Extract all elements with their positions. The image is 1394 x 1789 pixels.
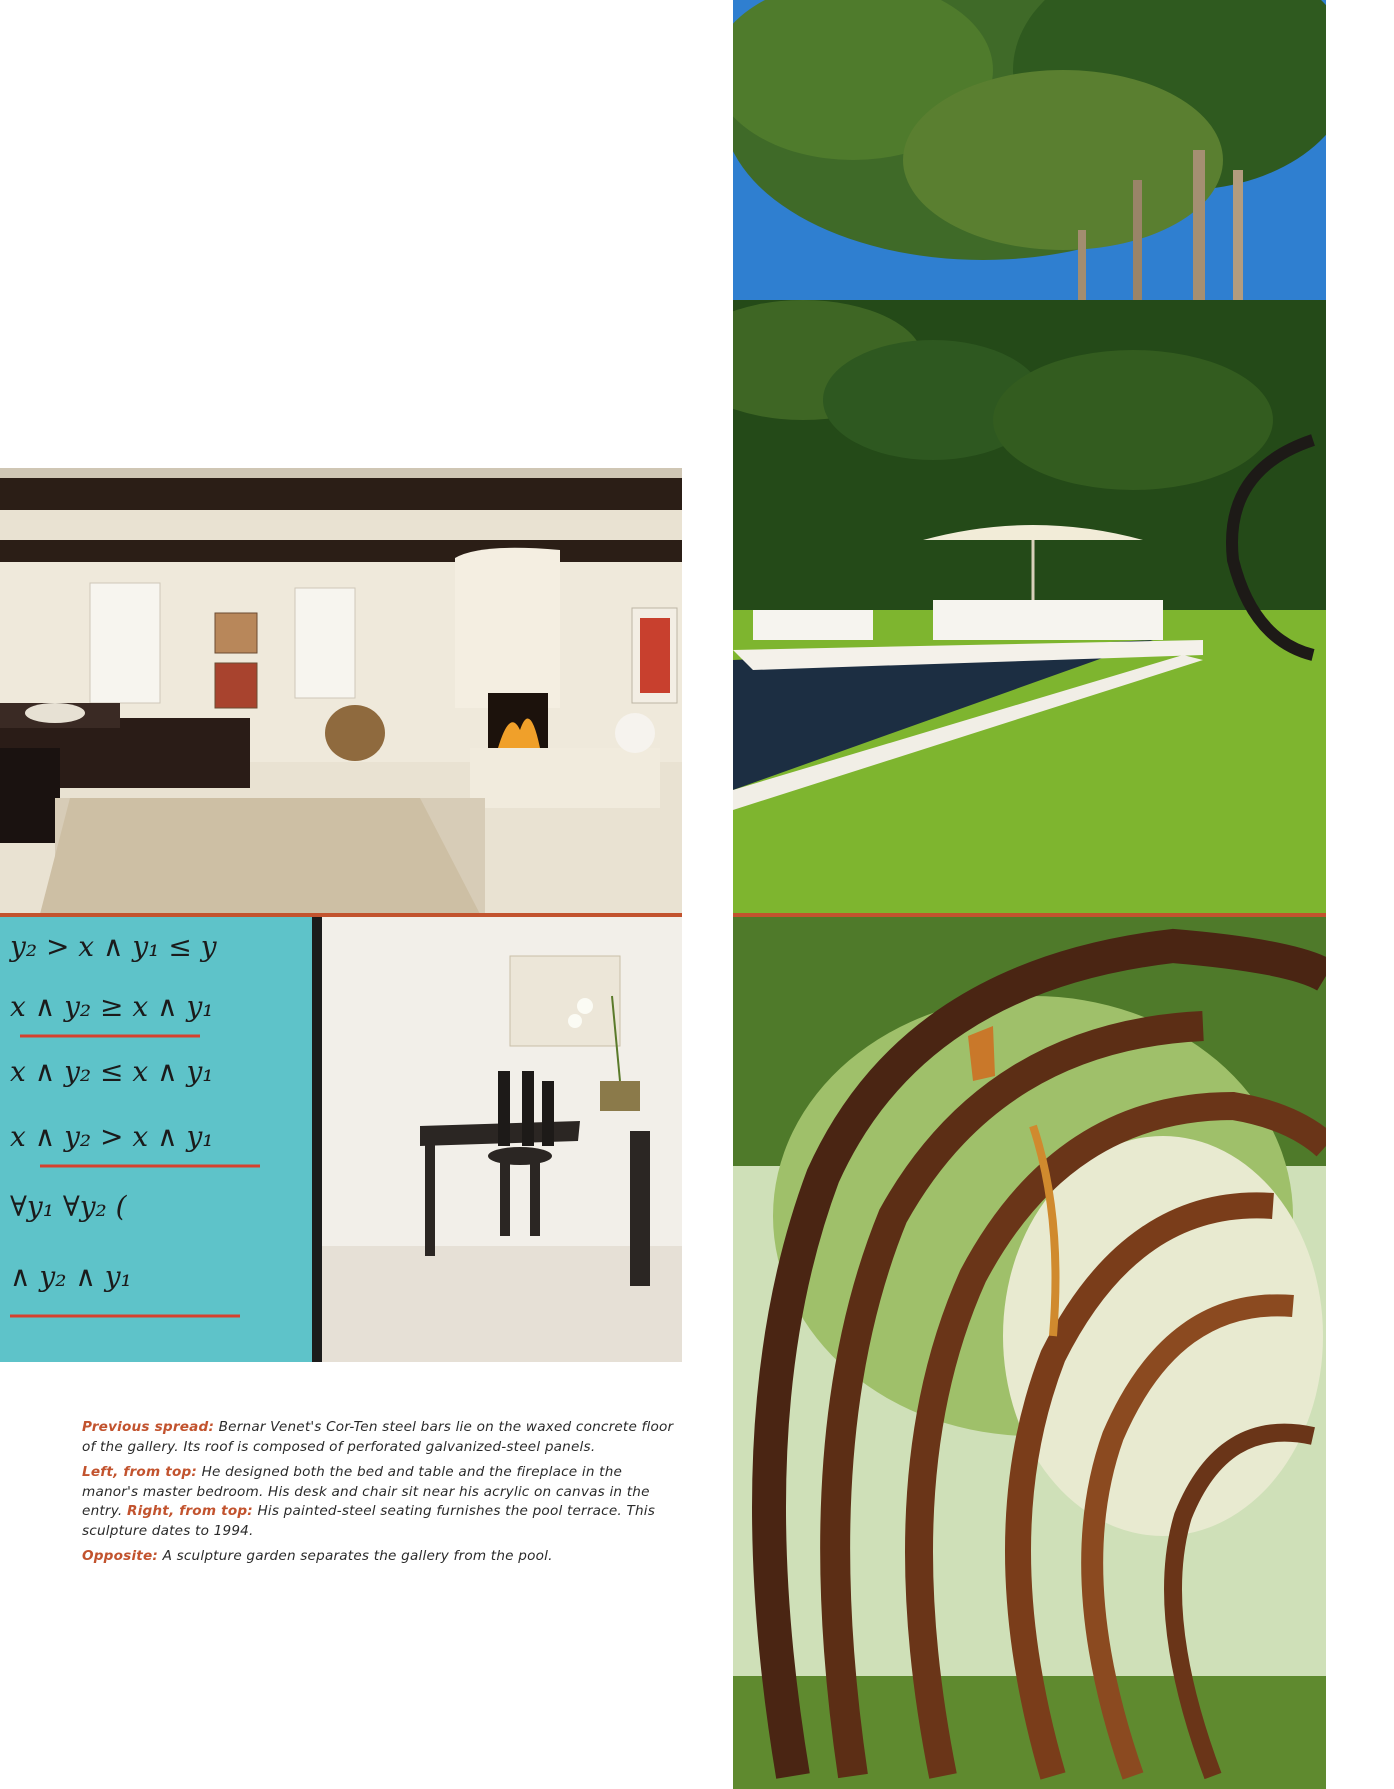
caption-lead-left: Left, from top: <box>82 1464 198 1480</box>
caption-lead-previous-spread: Previous spread: <box>82 1419 215 1435</box>
caption-text-opposite: A sculpture garden separates the gallery from the pool. <box>158 1548 553 1564</box>
caption-lead-right: Right, from top: <box>126 1503 253 1519</box>
canvas-formula-6: ∧ y₂ ∧ y₁ <box>10 1260 132 1293</box>
study-photo <box>0 916 682 1362</box>
canvas-formula-5: ∀y₁ ∀y₂ ( <box>10 1190 127 1223</box>
caption-text-right: His painted-steel seating furnishes the pool terrace. This sculpture dates to 1994. <box>82 1503 656 1539</box>
caption-text-left: He designed both the bed and table and the fireplace in the manor's master bedroom. His desk and chair sit near his acrylic on canvas in the entry. <box>82 1464 650 1519</box>
canvas-formula-2: x ∧ y₂ ≥ x ∧ y₁ <box>10 990 214 1023</box>
canvas-formula-3: x ∧ y₂ ≤ x ∧ y₁ <box>10 1055 214 1088</box>
pool-terrace-photo <box>733 0 1326 914</box>
photo-divider-left <box>0 913 682 917</box>
caption-lead-opposite: Opposite: <box>82 1548 159 1564</box>
caption-block <box>82 1418 682 1573</box>
caption-text-previous-spread: Bernar Venet's Cor-Ten steel bars lie on the waxed concrete floor of the gallery. Its roof is composed of perforated galvanized-steel panels. <box>82 1419 674 1455</box>
canvas-formula-4: x ∧ y₂ > x ∧ y₁ <box>10 1120 214 1153</box>
photo-divider-right <box>733 913 1326 917</box>
sculpture-garden-photo <box>733 916 1326 1789</box>
canvas-formula-1: y₂ > x ∧ y₁ ≤ y <box>10 930 217 963</box>
bedroom-photo <box>0 468 682 914</box>
caption-left-right <box>82 1463 682 1541</box>
caption-opposite <box>82 1547 682 1567</box>
caption-previous-spread <box>82 1418 682 1457</box>
